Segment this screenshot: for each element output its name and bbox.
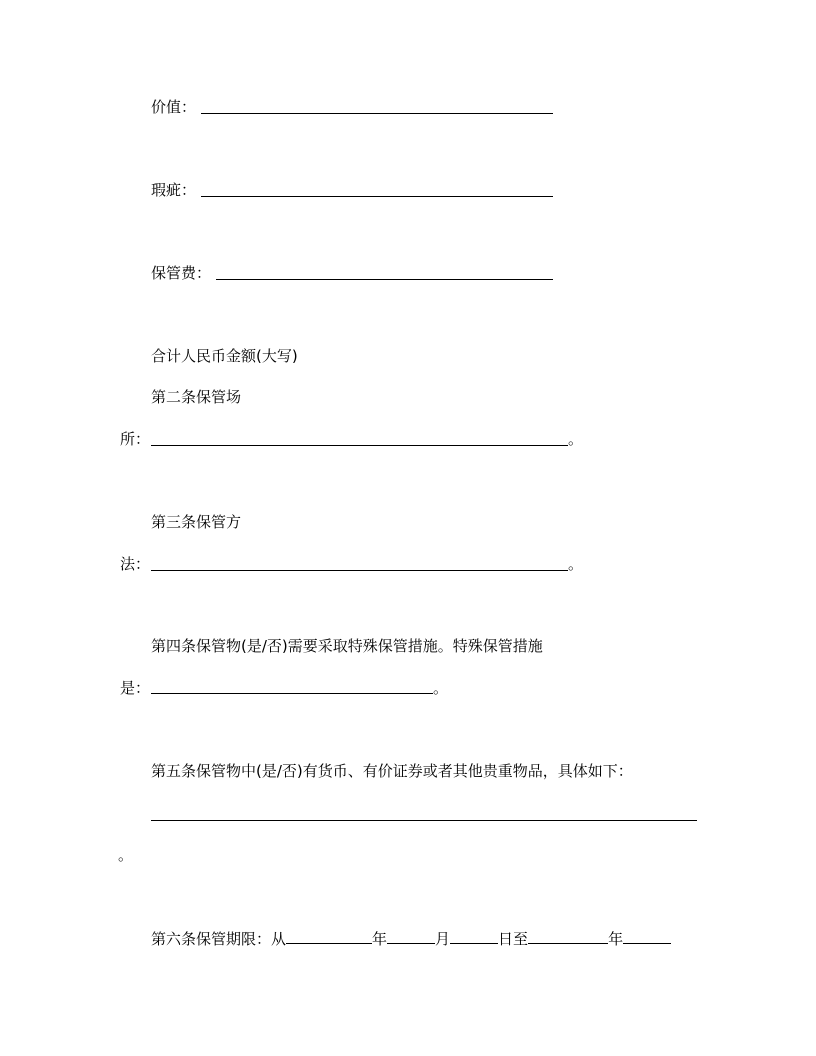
article-2-heading: 第二条保管场 <box>151 388 242 406</box>
storage-method-blank[interactable] <box>151 570 568 571</box>
year-label-1: 年 <box>372 930 388 948</box>
start-day-blank[interactable] <box>450 929 498 944</box>
defect-label: 瑕疵： <box>151 181 197 199</box>
start-year-blank[interactable] <box>286 929 372 944</box>
article-2-period: 。 <box>568 430 584 448</box>
total-amount-label: 合计人民币金额(大写) <box>151 347 298 365</box>
article-4-text: 第四条保管物(是/否)需要采取特殊保管措施。特殊保管措施 <box>151 637 543 655</box>
article-4-label: 是： <box>120 679 151 697</box>
fee-label: 保管费： <box>151 264 212 282</box>
storage-place-blank[interactable] <box>151 445 568 446</box>
fee-blank[interactable] <box>216 279 553 280</box>
start-month-blank[interactable] <box>387 929 435 944</box>
special-measures-blank[interactable] <box>151 693 433 694</box>
article-3-label: 法： <box>120 555 151 573</box>
end-year-blank[interactable] <box>528 929 608 944</box>
article-2-label: 所： <box>120 430 151 448</box>
article-6-prefix: 第六条保管期限：从 <box>151 930 287 948</box>
article-4-period: 。 <box>433 679 449 697</box>
year-label-2: 年 <box>608 930 624 948</box>
day-to-label: 日至 <box>498 930 529 948</box>
value-blank[interactable] <box>201 113 553 114</box>
month-label: 月 <box>435 930 451 948</box>
end-month-blank[interactable] <box>623 929 671 944</box>
value-label: 价值： <box>151 98 197 116</box>
article-6-line <box>151 929 671 948</box>
article-3-period: 。 <box>568 555 584 573</box>
valuables-detail-blank[interactable] <box>151 820 697 821</box>
defect-blank[interactable] <box>201 196 553 197</box>
article-5-period: 。 <box>118 846 134 864</box>
article-3-heading: 第三条保管方 <box>151 513 242 531</box>
article-5-text: 第五条保管物中(是/否)有货币、有价证券或者其他贵重物品，具体如下： <box>151 762 633 780</box>
